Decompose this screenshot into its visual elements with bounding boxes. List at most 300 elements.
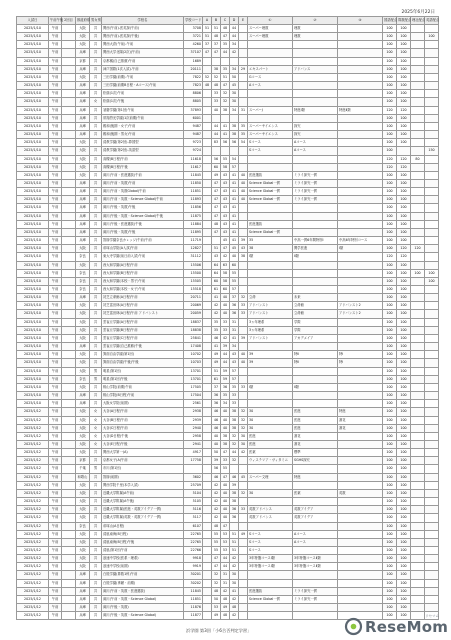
cell-loc: 奈良 xyxy=(76,286,90,294)
cell-code: 3721 xyxy=(184,33,203,41)
cell-c: 49 xyxy=(221,604,230,612)
cell-e: 29 xyxy=(239,65,248,73)
cell-e xyxy=(239,286,248,294)
cell-ses: 午前 xyxy=(49,237,62,245)
cell-typ: 共 xyxy=(90,73,102,81)
cell-ses: 午前 xyxy=(49,245,62,253)
cell-p3 xyxy=(411,220,425,228)
cell-d xyxy=(230,57,239,65)
cell-c: 42 xyxy=(221,587,230,595)
cell-b xyxy=(212,57,221,65)
table-row xyxy=(17,326,439,334)
cell-typ: 共 xyxy=(90,139,102,147)
cell-e: 39 xyxy=(239,237,248,245)
cell-typ: 共 xyxy=(90,155,102,163)
cell-a xyxy=(203,604,212,612)
cell-c: 40 xyxy=(221,294,230,302)
cell-kind xyxy=(62,522,76,530)
cell-p2: 100 xyxy=(397,57,411,65)
cell-d: 38 xyxy=(230,424,239,432)
cell-loc: 大阪 xyxy=(76,147,90,155)
cell-kind xyxy=(62,179,76,187)
cell-p3 xyxy=(411,465,425,473)
cell-kind xyxy=(62,587,76,595)
cell-code: 20059 xyxy=(184,310,203,318)
cell-name: 大阪女学院(前期) xyxy=(102,400,184,408)
cell-c2: ミライ探究一貫 xyxy=(293,595,338,603)
cell-typ: 共 xyxy=(90,237,102,245)
cell-c3 xyxy=(338,49,383,57)
cell-b: 33 xyxy=(212,90,221,98)
cell-b: 47 xyxy=(212,228,221,236)
cell-loc: 兵庫 xyxy=(76,49,90,57)
col-rank-a: A xyxy=(203,17,212,25)
cell-c2: ミライ探究一貫 xyxy=(293,587,338,595)
table-row xyxy=(17,82,439,90)
cell-p4 xyxy=(425,530,439,538)
cell-kind xyxy=(62,334,76,342)
cell-kind xyxy=(62,220,76,228)
cell-a xyxy=(203,237,212,245)
cell-typ: 共 xyxy=(90,563,102,571)
cell-a xyxy=(203,555,212,563)
cell-ses: 午前 xyxy=(49,204,62,212)
table-row xyxy=(17,212,439,220)
cell-code: 9487 xyxy=(184,122,203,130)
cell-typ: 共 xyxy=(90,318,102,326)
cell-a xyxy=(203,465,212,473)
cell-p3 xyxy=(411,73,425,81)
cell-name: 関西(午前)-医英探(午後) xyxy=(102,33,184,41)
cell-p3 xyxy=(411,49,425,57)
cell-d: 57 xyxy=(230,375,239,383)
cell-kind xyxy=(62,253,76,261)
cell-a xyxy=(203,457,212,465)
cell-c3 xyxy=(338,163,383,171)
cell-c2 xyxy=(293,367,338,375)
cell-p3 xyxy=(411,449,425,457)
cell-code: 11851 xyxy=(184,595,203,603)
cell-code: 2940 xyxy=(184,424,203,432)
cell-typ: 男 xyxy=(90,367,102,375)
cell-name: 親和(後期・男女)午前 xyxy=(102,131,184,139)
cell-p1: 100 xyxy=(383,318,397,326)
cell-code: 4260 xyxy=(184,41,203,49)
cell-c3 xyxy=(338,481,383,489)
cell-p2: 100 xyxy=(397,204,411,212)
table-row xyxy=(17,522,439,530)
cell-c3 xyxy=(338,392,383,400)
cell-name: 西大和学園(本校・女子)午前 xyxy=(102,286,184,294)
cell-loc: 大阪 xyxy=(76,530,90,538)
cell-c1 xyxy=(248,277,293,285)
cell-p1: 100 xyxy=(383,294,397,302)
cell-code: 2938 xyxy=(184,408,203,416)
cell-name: 関西大倉(午前)-午前 xyxy=(102,41,184,49)
cell-c1: エキスパート xyxy=(248,65,293,73)
cell-p1: 100 xyxy=(383,343,397,351)
cell-p3 xyxy=(411,473,425,481)
cell-code: 5105 xyxy=(184,498,203,506)
cell-c2: 探究 xyxy=(293,122,338,130)
table-row xyxy=(17,253,439,261)
cell-code: 7823 xyxy=(184,82,203,90)
cell-p2: 120 xyxy=(397,106,411,114)
cell-kind xyxy=(62,375,76,383)
cell-c2 xyxy=(293,114,338,122)
cell-c3 xyxy=(338,269,383,277)
cell-c3 xyxy=(338,114,383,122)
cell-c2 xyxy=(293,204,338,212)
cell-d: 57 xyxy=(230,286,239,294)
cell-ses: 午前 xyxy=(49,571,62,579)
cell-p2: 100 xyxy=(397,538,411,546)
cell-p4 xyxy=(425,587,439,595)
cell-b: 47 xyxy=(212,49,221,57)
cell-ses: 午前 xyxy=(49,604,62,612)
cell-b: 35 xyxy=(212,318,221,326)
cell-c2: 探究 xyxy=(293,131,338,139)
table-row xyxy=(17,604,439,612)
cell-loc: 大阪 xyxy=(76,41,90,49)
cell-p4 xyxy=(425,261,439,269)
col-cap4: 英語配点 xyxy=(425,17,439,25)
col-course1: ① xyxy=(248,17,293,25)
cell-name: 清風南海(B日程)午後 xyxy=(102,538,184,546)
cell-p3 xyxy=(411,277,425,285)
cell-ses: 午前 xyxy=(49,408,62,416)
cell-kind xyxy=(62,294,76,302)
cell-c3: 特進 xyxy=(338,408,383,416)
cell-p3 xyxy=(411,294,425,302)
cell-d: 42 xyxy=(230,563,239,571)
cell-loc: 大阪 xyxy=(76,334,90,342)
cell-a xyxy=(203,506,212,514)
cell-c1: 英数アドバンス xyxy=(248,514,293,522)
table-row xyxy=(17,237,439,245)
cell-p3 xyxy=(411,114,425,122)
cell-code: 15518 xyxy=(184,286,203,294)
cell-c: 32 xyxy=(221,98,230,106)
cell-name: 大谷(D日程)午後 xyxy=(102,432,184,440)
cell-a: 37 xyxy=(203,41,212,49)
cell-p1: 100 xyxy=(383,416,397,424)
cell-b: 47 xyxy=(212,555,221,563)
cell-loc: 大阪 xyxy=(76,563,90,571)
cell-p2: 100 xyxy=(397,294,411,302)
cell-loc: 兵庫 xyxy=(76,188,90,196)
cell-p3 xyxy=(411,318,425,326)
cell-c3 xyxy=(338,367,383,375)
cell-p3 xyxy=(411,481,425,489)
cell-loc: 大阪 xyxy=(76,555,90,563)
cell-e xyxy=(239,587,248,595)
cell-date: 2025/1/10 xyxy=(17,73,49,81)
cell-c: 38 xyxy=(221,106,230,114)
cell-ses: 午前 xyxy=(49,163,62,171)
cell-c: 59 xyxy=(221,375,230,383)
cell-p4 xyxy=(425,457,439,465)
cell-c3 xyxy=(338,326,383,334)
cell-name: 浪速中学校(前期) xyxy=(102,563,184,571)
cell-a xyxy=(203,522,212,530)
cell-c: 35 xyxy=(221,41,230,49)
cell-ses: 午前 xyxy=(49,351,62,359)
cell-e: 42 xyxy=(239,449,248,457)
cell-p2: 100 xyxy=(397,261,411,269)
cell-date: 2025/1/10 xyxy=(17,139,49,147)
cell-a xyxy=(203,538,212,546)
cell-p3 xyxy=(411,204,425,212)
cell-a xyxy=(203,310,212,318)
cell-c2 xyxy=(293,269,338,277)
cell-p4 xyxy=(425,334,439,342)
col-session: 午前午後 xyxy=(49,17,62,25)
cell-c2 xyxy=(293,49,338,57)
cell-p2: 100 xyxy=(397,530,411,538)
cell-c3 xyxy=(338,587,383,595)
cell-a xyxy=(203,122,212,130)
cell-p2: 100 xyxy=(397,131,411,139)
cell-loc: 大阪 xyxy=(76,440,90,448)
table-row xyxy=(17,563,439,571)
cell-c2: ミライ探究一貫 xyxy=(293,171,338,179)
cell-p1: 100 xyxy=(383,310,397,318)
cell-c3 xyxy=(338,253,383,261)
cell-p1: 100 xyxy=(383,212,397,220)
cell-a xyxy=(203,65,212,73)
cell-b: 42 xyxy=(212,498,221,506)
cell-c2 xyxy=(293,343,338,351)
cell-ses: 午前 xyxy=(49,25,62,33)
footer-caption: 浜学園 第3回「小6合否判定学習」 xyxy=(186,628,252,633)
cell-p3 xyxy=(411,326,425,334)
cell-p2: 100 xyxy=(397,359,411,367)
cell-a xyxy=(203,139,212,147)
cell-p2: 100 xyxy=(397,90,411,98)
cell-c: 55 xyxy=(221,155,230,163)
cell-p2: 100 xyxy=(397,408,411,416)
cell-date: 2025/1/12 xyxy=(17,604,49,612)
cell-p3 xyxy=(411,522,425,530)
cell-a xyxy=(203,334,212,342)
cell-c: 40 xyxy=(221,514,230,522)
cell-e xyxy=(239,563,248,571)
cell-kind xyxy=(62,139,76,147)
cell-p3 xyxy=(411,343,425,351)
cell-d: 42 xyxy=(230,612,239,620)
cell-p4 xyxy=(425,547,439,555)
cell-typ: 共 xyxy=(90,359,102,367)
cell-e xyxy=(239,481,248,489)
cell-name: 箕面自由学園(午後)午後 xyxy=(102,359,184,367)
cell-d: 38 xyxy=(230,408,239,416)
cell-kind xyxy=(62,612,76,620)
cell-p1: 100 xyxy=(383,171,397,179)
table-row xyxy=(17,269,439,277)
cell-p1: 100 xyxy=(383,359,397,367)
cell-p1: 100 xyxy=(383,204,397,212)
cell-loc: 兵庫 xyxy=(76,571,90,579)
cell-date: 2025/1/12 xyxy=(17,449,49,457)
cell-typ: 共 xyxy=(90,90,102,98)
cell-c2 xyxy=(293,498,338,506)
table-row xyxy=(17,196,439,204)
cell-b: 46 xyxy=(212,408,221,416)
cell-c: 43 xyxy=(221,220,230,228)
cell-p2: 100 xyxy=(397,65,411,73)
cell-ses: 午前 xyxy=(49,277,62,285)
cell-name: 滝川(午後・英数)午後 xyxy=(102,228,184,236)
cell-name: 桃山学院(B日程)午前 xyxy=(102,392,184,400)
col-cap1: 国語配点 xyxy=(383,17,397,25)
cell-c1: 3ヵ年理系 xyxy=(248,318,293,326)
cell-e: 40 xyxy=(239,179,248,187)
cell-c1: 30 xyxy=(248,416,293,424)
cell-b: 42 xyxy=(212,489,221,497)
cell-c1: 30 xyxy=(248,408,293,416)
table-row xyxy=(17,98,439,106)
cell-date: 2025/1/10 xyxy=(17,375,49,383)
cell-p2: 100 xyxy=(397,579,411,587)
cell-p4 xyxy=(425,122,439,130)
cell-d: 38 xyxy=(230,498,239,506)
cell-c3 xyxy=(338,65,383,73)
cell-date: 2025/1/10 xyxy=(17,326,49,334)
cell-b: 48 xyxy=(212,522,221,530)
cell-p2: 100 xyxy=(397,555,411,563)
cell-b: 36 xyxy=(212,392,221,400)
cell-c: 59 xyxy=(221,367,230,375)
table-row xyxy=(17,359,439,367)
cell-c1 xyxy=(248,571,293,579)
cell-ses: 午前 xyxy=(49,122,62,130)
cell-c1 xyxy=(248,57,293,65)
cell-b: 60 xyxy=(212,277,221,285)
cell-kind xyxy=(62,245,76,253)
cell-e: 32 xyxy=(239,294,248,302)
cell-kind xyxy=(62,408,76,416)
cell-c1 xyxy=(248,261,293,269)
cell-loc: 兵庫 xyxy=(76,294,90,302)
cell-ses: 午前 xyxy=(49,530,62,538)
cell-code: 8806 xyxy=(184,90,203,98)
cell-p4 xyxy=(425,114,439,122)
cell-p2: 100 xyxy=(397,277,411,285)
cell-c1 xyxy=(248,98,293,106)
cell-b: 40 xyxy=(212,440,221,448)
cell-b: 83 xyxy=(212,139,221,147)
cell-p1: 100 xyxy=(383,571,397,579)
cell-code: 11845 xyxy=(184,587,203,595)
cell-ses: 午前 xyxy=(49,555,62,563)
table-row xyxy=(17,302,439,310)
cell-loc: 兵庫 xyxy=(76,228,90,236)
cell-kind xyxy=(62,571,76,579)
cell-c1 xyxy=(248,163,293,171)
cell-ses: 午前 xyxy=(49,106,62,114)
cell-c3: 凛花 xyxy=(338,424,383,432)
cell-c xyxy=(221,114,230,122)
cell-a xyxy=(203,98,212,106)
cell-c3 xyxy=(338,155,383,163)
cell-p2: 120 xyxy=(397,245,411,253)
cell-typ: 共 xyxy=(90,171,102,179)
cell-p3 xyxy=(411,579,425,587)
logo-mark-icon xyxy=(345,618,362,635)
cell-c: 42 xyxy=(221,253,230,261)
cell-date: 2025/1/10 xyxy=(17,269,49,277)
cell-c: 35 xyxy=(221,392,230,400)
cell-p3 xyxy=(411,179,425,187)
cell-p1: 100 xyxy=(383,57,397,65)
cell-e xyxy=(239,114,248,122)
cell-b: 53 xyxy=(212,604,221,612)
table-row xyxy=(17,245,439,253)
cell-name: 東大寺学園(前日前入試)午前 xyxy=(102,253,184,261)
cell-loc: 大阪 xyxy=(76,424,90,432)
cell-c: 35 xyxy=(221,65,230,73)
cell-b: 35 xyxy=(212,326,221,334)
cell-a xyxy=(203,498,212,506)
cell-p3 xyxy=(411,563,425,571)
table-row xyxy=(17,179,439,187)
cell-ses: 午前 xyxy=(49,65,62,73)
cell-loc: 兵庫 xyxy=(76,392,90,400)
cell-date: 2025/1/12 xyxy=(17,612,49,620)
cell-c2 xyxy=(293,57,338,65)
cell-date: 2025/1/12 xyxy=(17,506,49,514)
cell-c3 xyxy=(338,188,383,196)
cell-e xyxy=(239,318,248,326)
cell-c: 56 xyxy=(221,139,230,147)
cell-c2 xyxy=(293,400,338,408)
cell-date: 2025/1/12 xyxy=(17,498,49,506)
cell-b: 32 xyxy=(212,571,221,579)
cell-kind xyxy=(62,25,76,33)
cell-typ: 共 xyxy=(90,147,102,155)
cell-b: 42 xyxy=(212,506,221,514)
cell-p4 xyxy=(425,555,439,563)
cell-p4 xyxy=(425,25,439,33)
cell-loc: 大阪 xyxy=(76,245,90,253)
cell-p2: 100 xyxy=(397,367,411,375)
cell-loc: 大阪 xyxy=(76,163,90,171)
cell-d: 38 xyxy=(230,489,239,497)
cell-c3 xyxy=(338,334,383,342)
cell-code: 20069 xyxy=(184,302,203,310)
cell-c1: 立命 xyxy=(248,294,293,302)
cell-c3 xyxy=(338,294,383,302)
cell-ses: 午前 xyxy=(49,481,62,489)
cell-ses: 午前 xyxy=(49,506,62,514)
cell-ses: 午前 xyxy=(49,359,62,367)
cell-e: 35 xyxy=(239,122,248,130)
cell-typ: 共 xyxy=(90,612,102,620)
cell-a xyxy=(203,367,212,375)
cell-c: 40 xyxy=(221,416,230,424)
cell-c2 xyxy=(293,612,338,620)
cell-date: 2025/1/10 xyxy=(17,310,49,318)
cell-date: 2025/1/10 xyxy=(17,90,49,98)
cell-typ: 共 xyxy=(90,33,102,41)
cell-d: 38 xyxy=(230,131,239,139)
cell-loc: 大阪 xyxy=(76,498,90,506)
cell-c3 xyxy=(338,432,383,440)
cell-p2: 100 xyxy=(397,612,411,620)
table-row xyxy=(17,416,439,424)
cell-c1 xyxy=(248,343,293,351)
